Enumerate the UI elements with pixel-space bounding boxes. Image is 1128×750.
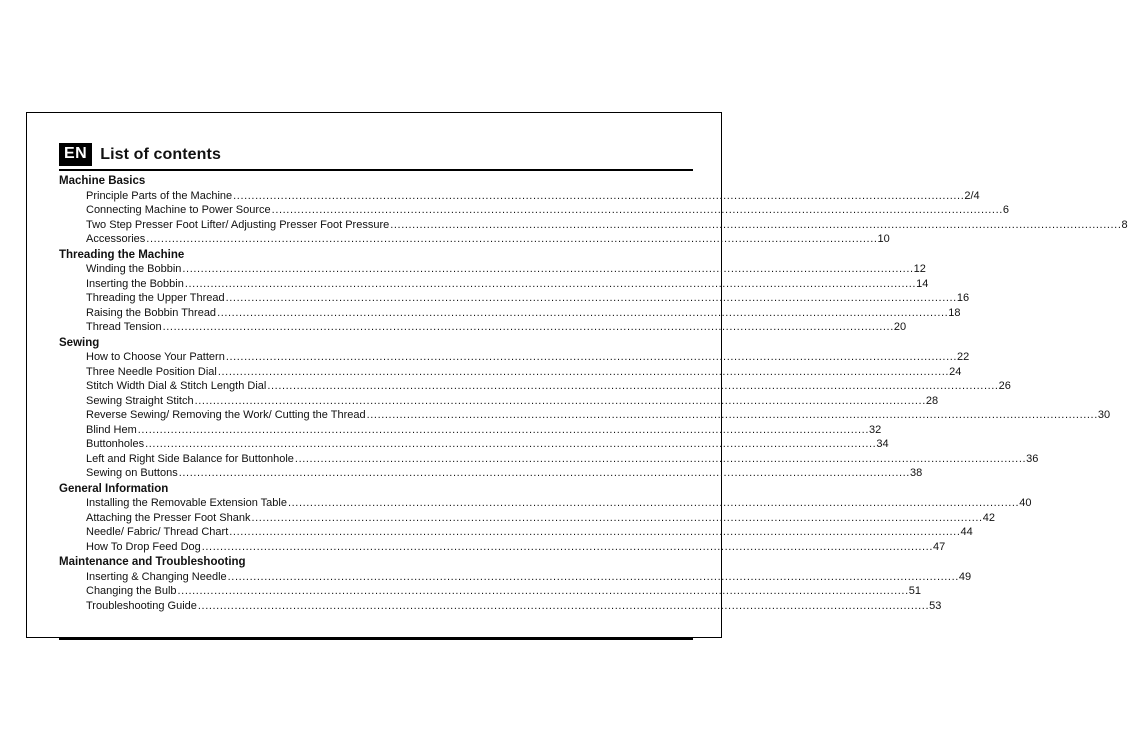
toc-entry-label: Attaching the Presser Foot Shank — [86, 511, 251, 524]
toc-entry-page: 24 — [949, 365, 962, 378]
toc-section-title: Maintenance and Troubleshooting — [59, 556, 246, 568]
toc-entry-label: Inserting the Bobbin — [86, 277, 184, 290]
toc-entry-page: 38 — [909, 467, 923, 479]
toc-entry-leader: ........................................................................................................................................................................................................ — [366, 409, 1098, 421]
toc-entry-page: 12 — [913, 263, 926, 275]
toc-entry-page: 6 — [1002, 204, 1010, 216]
contents-header — [59, 143, 693, 166]
toc-entry-leader: ........................................................................................................................................................................................................ — [194, 394, 926, 407]
toc-entry-leader: ........................................................................................................................................................................................................ — [271, 204, 1003, 216]
toc-section-title: Machine Basics — [59, 175, 146, 187]
toc-entry-page: 53 — [929, 599, 942, 612]
toc-entry-leader: ........................................................................................................................................................................................................ — [251, 511, 983, 524]
toc-entry-page: 10 — [877, 233, 890, 245]
toc-entry-leader: ........................................................................................................................................................................................................ — [217, 306, 949, 319]
toc-entry-label: Raising the Bobbin Thread — [86, 306, 217, 319]
toc-entry-label: How to Choose Your Pattern — [86, 351, 225, 363]
toc-entry-label: How To Drop Feed Dog — [86, 540, 201, 553]
toc-entry[interactable] — [86, 189, 980, 204]
toc-entry-leader: ........................................................................................................................................................................................................ — [227, 570, 959, 583]
language-badge: EN — [59, 143, 92, 166]
toc-entry-page: 44 — [960, 526, 973, 538]
toc-entry-leader: ........................................................................................................................................................................................................ — [225, 292, 957, 304]
toc-entry-page: 30 — [1097, 409, 1111, 421]
table-of-contents — [59, 174, 1128, 613]
toc-entry-label: Stitch Width Dial & Stitch Length Dial — [86, 380, 267, 392]
toc-entry-label: Sewing Straight Stitch — [86, 394, 194, 407]
toc-entry-page: 28 — [925, 394, 939, 407]
contents-body — [59, 143, 1128, 640]
toc-entry[interactable] — [86, 570, 972, 585]
toc-entry[interactable] — [86, 466, 923, 481]
toc-entry[interactable] — [86, 291, 970, 306]
toc-entry-label: Sewing on Buttons — [86, 467, 178, 479]
toc-entry-page: 2/4 — [964, 189, 980, 202]
toc-entry[interactable] — [86, 306, 961, 321]
toc-entry-page: 20 — [893, 321, 907, 333]
toc-entry-leader: ........................................................................................................................................................................................................ — [233, 189, 965, 202]
toc-entry-label: Changing the Bulb — [86, 585, 177, 597]
toc-entry-label: Connecting Machine to Power Source — [86, 204, 271, 216]
toc-entry-leader: ........................................................................................................................................................................................................ — [137, 423, 869, 436]
toc-entry-label: Needle/ Fabric/ Thread Chart — [86, 526, 229, 538]
toc-entry[interactable] — [86, 232, 890, 247]
toc-entry[interactable] — [86, 394, 939, 409]
toc-entry-page: 22 — [957, 351, 970, 363]
toc-entry-leader: ........................................................................................................................................................................................................ — [178, 467, 910, 479]
toc-entry-leader: ........................................................................................................................................................................................................ — [145, 438, 877, 450]
toc-entry[interactable] — [86, 379, 1011, 394]
toc-entry[interactable] — [86, 496, 1032, 511]
toc-entry-label: Three Needle Position Dial — [86, 365, 217, 378]
toc-entry-page: 47 — [932, 540, 946, 553]
toc-entry-label: Two Step Presser Foot Lifter/ Adjusting Presser Foot Pressure — [86, 218, 390, 231]
toc-entry-leader: ........................................................................................................................................................................................................ — [182, 263, 914, 275]
toc-entry[interactable] — [86, 584, 921, 599]
toc-entry[interactable] — [86, 525, 973, 540]
toc-entry-label: Inserting & Changing Needle — [86, 570, 227, 583]
toc-entry-label: Installing the Removable Extension Table — [86, 497, 287, 509]
toc-entry-leader: ........................................................................................................................................................................................................ — [184, 277, 917, 290]
toc-entry-page: 18 — [948, 306, 961, 319]
toc-entry[interactable] — [86, 599, 942, 614]
toc-entry-label: Buttonholes — [86, 438, 145, 450]
toc-entry-label: Thread Tension — [86, 321, 162, 333]
toc-entry-leader: ........................................................................................................................................................................................................ — [287, 497, 1020, 509]
toc-entry[interactable] — [86, 350, 970, 365]
header-divider — [59, 169, 693, 171]
toc-entry-leader: ........................................................................................................................................................................................................ — [201, 540, 933, 553]
toc-entry-label: Left and Right Side Balance for Buttonhole — [86, 452, 294, 465]
toc-entry-page: 42 — [982, 511, 995, 524]
toc-entry[interactable] — [86, 423, 882, 438]
toc-entry-leader: ........................................................................................................................................................................................................ — [267, 380, 999, 392]
toc-entry[interactable] — [86, 452, 1039, 467]
toc-entry[interactable] — [86, 540, 946, 555]
manual-page — [26, 112, 1128, 638]
toc-entry-leader: ........................................................................................................................................................................................................ — [162, 321, 894, 333]
toc-entry-page: 36 — [1026, 452, 1039, 465]
toc-entry-leader: ........................................................................................................................................................................................................ — [294, 452, 1027, 465]
toc-entry[interactable] — [86, 437, 889, 452]
toc-entry-leader: ........................................................................................................................................................................................................ — [197, 599, 930, 612]
toc-entry-page: 32 — [868, 423, 882, 436]
toc-section-title: Threading the Machine — [59, 248, 185, 261]
toc-entry-page: 51 — [908, 585, 921, 597]
toc-entry[interactable] — [86, 218, 1128, 233]
toc-entry-page: 14 — [916, 277, 929, 290]
footer-divider — [59, 638, 693, 640]
toc-entry-leader: ........................................................................................................................................................................................................ — [390, 218, 1122, 231]
toc-entry-page: 34 — [876, 438, 889, 450]
toc-section-title: General Information — [59, 482, 169, 495]
toc-entry-label: Troubleshooting Guide — [86, 599, 197, 612]
toc-entry-label: Accessories — [86, 233, 146, 245]
toc-entry[interactable] — [86, 320, 907, 335]
toc-entry-page: 26 — [998, 380, 1011, 392]
toc-entry[interactable] — [86, 203, 1010, 218]
toc-entry[interactable] — [86, 277, 929, 292]
toc-entry-label: Threading the Upper Thread — [86, 292, 225, 304]
toc-entry[interactable] — [86, 511, 995, 526]
toc-entry-leader: ........................................................................................................................................................................................................ — [217, 365, 950, 378]
toc-entry-label: Blind Hem — [86, 423, 137, 436]
toc-entry-page: 8 — [1121, 218, 1128, 231]
toc-entry-label: Winding the Bobbin — [86, 263, 182, 275]
toc-entry[interactable] — [86, 408, 1111, 423]
page-title: List of contents — [100, 145, 221, 163]
toc-entry[interactable] — [86, 365, 962, 380]
toc-entry[interactable] — [86, 262, 926, 277]
toc-entry-label: Reverse Sewing/ Removing the Work/ Cutting the Thread — [86, 409, 366, 421]
toc-entry-leader: ........................................................................................................................................................................................................ — [229, 526, 961, 538]
toc-entry-page: 40 — [1019, 497, 1032, 509]
toc-entry-leader: ........................................................................................................................................................................................................ — [177, 585, 909, 597]
toc-entry-leader: ........................................................................................................................................................................................................ — [225, 351, 958, 363]
toc-entry-leader: ........................................................................................................................................................................................................ — [146, 233, 878, 245]
toc-entry-page: 16 — [956, 292, 970, 304]
toc-entry-label: Principle Parts of the Machine — [86, 189, 233, 202]
toc-section-title: Sewing — [59, 336, 100, 349]
toc-entry-page: 49 — [958, 570, 972, 583]
